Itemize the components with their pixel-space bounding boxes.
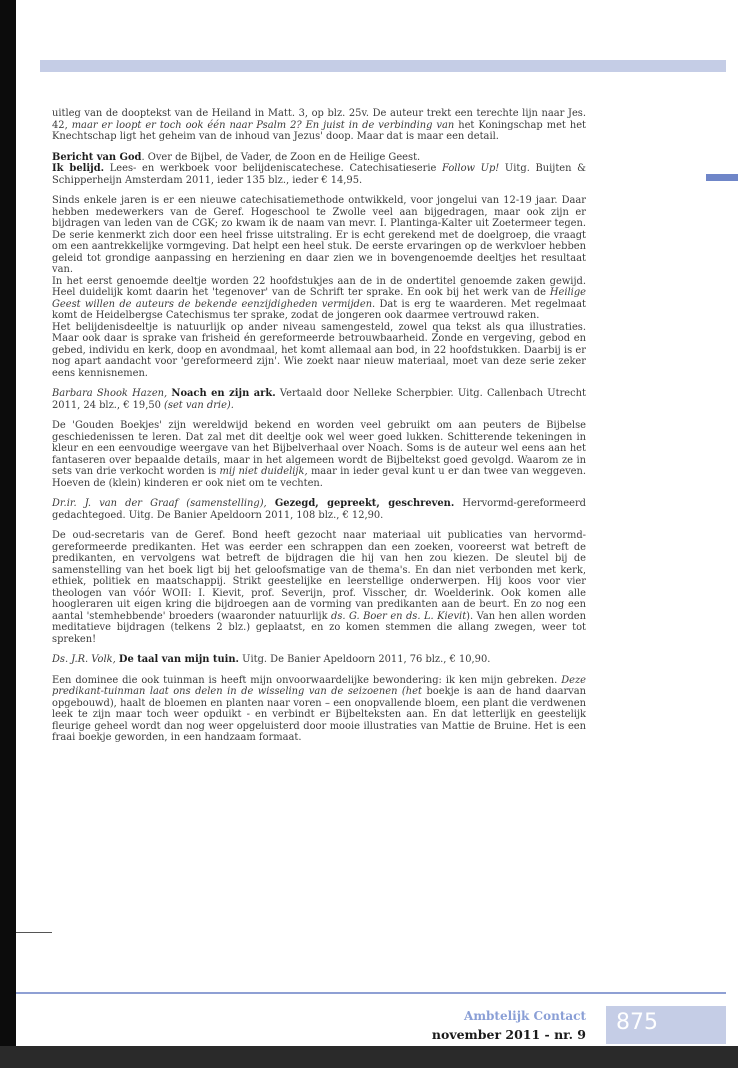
paragraph-review-noach: De 'Gouden Boekjes' zijn wereldwijd bekend en worden veel gebruikt om aan peuters de Bijbelse geschiedenissen te leren. Dat zal met dit deeltje ook wel weer goed lukken. Schitterende tekeningen in kleur en een eenvoudige weergave van het Bijbelverhaal over Noach. Soms is de auteur wel eens aan het fantaseren over bepaalde details, maar in het algemeen wordt de Bijbeltekst goed gevolgd. Waarom ze in sets van drie verkocht worden is mij niet duidelijk, maar in ieder geval kunt u er dan twee van weggeven. Hoeven de (klein) kinderen er ook niet om te vechten.: [52, 420, 586, 489]
right-edge-tab: [706, 174, 738, 181]
paragraph-review-tuin: Een dominee die ook tuinman is heeft mijn onvoorwaardelijke bewondering: ik ken mijn gebreken. Deze predikant-tuinman laat ons delen in de wisseling van de seizoenen (het boekje is aan de hand daarvan opgebouwd), haalt de bloemen en planten naar voren – een onopvallende bloem, een plant die verdwenen leek te zijn maar toch weer opduikt - en verbindt er Bijbelteksten aan. En dat letterlijk en geestelijk fleurige geheel wordt dan nog weer opgeluisterd door mooie illustraties van Mattie de Bruine. Het is een fraai boekje geworden, in een handzaam formaat.: [52, 674, 587, 743]
magazine-title: Ambtelijk Contact: [464, 1009, 586, 1023]
issue-label: november 2011 - nr. 9: [431, 1027, 586, 1042]
book-entry-noach: Barbara Shook Hazen, Noach en zijn ark. Vertaald door Nelleke Scherpbier. Uitg. Callenbach Utrecht 2011, 24 blz., € 19,50 (set van drie).: [52, 388, 586, 411]
book-entry-tuin: Ds. J.R. Volk, De taal van mijn tuin. Uitg. De Banier Apeldoorn 2011, 76 blz., € 10,90.: [52, 654, 491, 665]
footer-rule: [16, 992, 726, 994]
top-color-band: [40, 60, 726, 72]
paragraph-review-gezegd: De oud-secretaris van de Geref. Bond heeft gezocht naar materiaal uit publicaties van hervormd-gereformeerde predikanten. Het was eerder een schrappen dan een zoeken, vooreerst wat betreft de predikanten, en vervolgens wat betreft de bijdragen die hij van hen zou kiezen. De sleutel bij de samenstelling van het boek ligt bij het geloofsmatige van de thema's. En dan niet verbonden met kerk, ethiek, politiek en maatschappij. Strikt geestelijke en leerstellige onderwerpen. Hij koos voor vier theologen van vóór WOII: I. Kievit, prof. Severijn, prof. Visscher, dr. Woelderink. Ook komen alle hoogleraren uit eigen kring die bijdroegen aan de vorming van predikanten aan de beurt. En zo nog een aantal 'stemhebbende' broeders (waaronder natuurlijk ds. G. Boer en ds. L. Kievit). Van hen allen worden meditatieve bijdragen (telkens 2 blz.) geplaatst, en zo komen stemmen die allang zwegen, weer tot spreken!: [52, 530, 587, 645]
page-number: 875: [616, 1010, 658, 1035]
book-entry-ik-belijd: Ik belijd. Lees- en werkboek voor belijdeniscatechese. Catechisatieserie Follow Up! Uitg. Buijten & Schipperheijn Amsterdam 2011, ieder 135 blz., ieder € 14,95.: [52, 163, 586, 186]
paragraph-review-1: Sinds enkele jaren is er een nieuwe catechisatiemethode ontwikkeld, voor jongelui van 12-19 jaar. Daar hebben medewerkers van de Geref. Hogeschool te Zwolle veel aan bijgedragen, maar ook zijn er bijdragen van leden van de CGK; zo kwam ik de naam van mevr. I. Plantinga-Kalter uit Zoetermeer tegen. De serie kenmerkt zich door een heel frisse uitstraling. Er is echt gerekend met de doelgroep, die vraagt om een aantrekkelijke vormgeving. Dat helpt een heel stuk. De eerste ervaringen op de werkvloer hebben geleid tot grondige aanpassing en herziening en daar zien we in bovengenoemde deeltjes het resultaat van.: [52, 195, 586, 275]
article-body: [52, 108, 586, 753]
book-entry-gezegd: Dr.ir. J. van der Graaf (samenstelling), Gezegd, gepreekt, geschreven. Hervormd-gereformeerd gedachtegoed. Uitg. De Banier Apeldoorn 2011, 108 blz., € 12,90.: [52, 498, 587, 521]
scan-left-edge: [0, 0, 16, 1068]
paragraph-review-3: Het belijdenisdeeltje is natuurlijk op ander niveau samengesteld, zowel qua tekst als qua illustraties. Maar ook daar is sprake van frisheid én gereformeerde betrouwbaarheid. Zonde en vergeving, gebod en gebed, individu en kerk, doop en avondmaal, het komt allemaal aan bod, in 22 hoofdstukken. Daarbij is er nog apart aandacht voor 'gereformeerd zijn'. Wie zoekt naar nieuw materiaal, moet van deze serie zeker eens kennisnemen.: [52, 321, 586, 379]
paragraph-review-2: In het eerst genoemde deeltje worden 22 hoofdstukjes aan de in de ondertitel genoemde zaken gewijd. Heel duidelijk komt daarin het 'tegenover' van de Schrift ter sprake. En ook bij het werk van de Heilige Geest willen de auteurs de bekende eenzijdigheden vermijden. Dat is erg te waarderen. Met regelmaat komt de Heidelbergse Catechismus ter sprake, zodat de jongeren ook daarmee vertrouwd raken.: [52, 275, 587, 321]
footer-left-line: [16, 932, 52, 933]
paragraph-intro: uitleg van de dooptekst van de Heiland in Matt. 3, op blz. 25v. De auteur trekt een terechte lijn naar Jes. 42, maar er loopt er toch ook één naar Psalm 2? En juist in de verbinding van het Koningschap met het Knechtschap ligt het geheim van de inhoud van Jezus' doop. Maar dat is maar een detail.: [52, 108, 587, 142]
scan-bottom-edge: [0, 1046, 738, 1068]
book-entry-bericht: Bericht van God. Over de Bijbel, de Vader, de Zoon en de Heilige Geest.: [52, 151, 421, 163]
